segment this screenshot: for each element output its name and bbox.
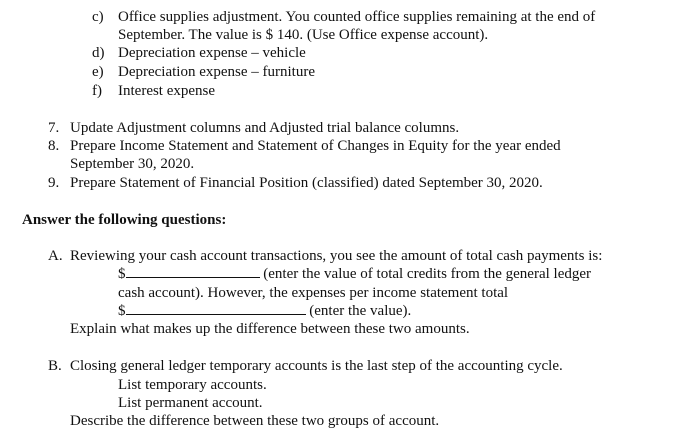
- list-item-f: Interest expense: [118, 83, 216, 99]
- question-b-line-3: List permanent account.: [118, 395, 263, 411]
- currency-symbol-2: $: [118, 303, 126, 319]
- question-a-line-1: Reviewing your cash account transactions, you see the amount of total cash payments is:: [70, 248, 603, 264]
- numbered-item-7: Update Adjustment columns and Adjusted trial balance columns.: [70, 120, 460, 136]
- list-marker-c: c): [92, 9, 104, 25]
- numbered-item-8-line-1: Prepare Income Statement and Statement of Changes in Equity for the year ended: [70, 138, 561, 154]
- answer-blank-total-credits[interactable]: [126, 265, 260, 278]
- list-item-c-line-1: Office supplies adjustment. You counted office supplies remaining at the end of: [118, 9, 596, 25]
- list-marker-f: f): [92, 83, 102, 99]
- question-b-line-2: List temporary accounts.: [118, 377, 267, 393]
- list-marker-d: d): [92, 45, 105, 61]
- currency-symbol-1: $: [118, 266, 126, 282]
- answer-blank-expenses-total[interactable]: [126, 302, 306, 315]
- numbered-item-9: Prepare Statement of Financial Position (classified) dated September 30, 2020.: [70, 175, 543, 191]
- question-b-marker: B.: [48, 358, 62, 374]
- question-a-answer-row-2: [118, 302, 411, 320]
- question-a-line-3: cash account). However, the expenses per income statement total: [118, 285, 509, 301]
- answer-heading: Answer the following questions:: [22, 212, 227, 228]
- answer-hint-1: (enter the value of total credits from the general ledger: [263, 266, 592, 282]
- question-a-marker: A.: [48, 248, 63, 264]
- numbered-marker-9: 9.: [48, 175, 60, 191]
- numbered-marker-8: 8.: [48, 138, 60, 154]
- question-a-line-5: Explain what makes up the difference between these two amounts.: [70, 321, 470, 337]
- question-b-line-1: Closing general ledger temporary accounts is the last step of the accounting cycle.: [70, 358, 563, 374]
- list-item-e: Depreciation expense – furniture: [118, 64, 315, 80]
- answer-hint-2: (enter the value).: [309, 303, 412, 319]
- list-item-c-line-2: September. The value is $ 140. (Use Office expense account).: [118, 27, 489, 43]
- question-b-line-4: Describe the difference between these two groups of account.: [70, 413, 440, 429]
- list-marker-e: e): [92, 64, 104, 80]
- question-a-answer-row-1: [118, 265, 591, 283]
- numbered-marker-7: 7.: [48, 120, 60, 136]
- list-item-d: Depreciation expense – vehicle: [118, 45, 306, 61]
- numbered-item-8-line-2: September 30, 2020.: [70, 156, 195, 172]
